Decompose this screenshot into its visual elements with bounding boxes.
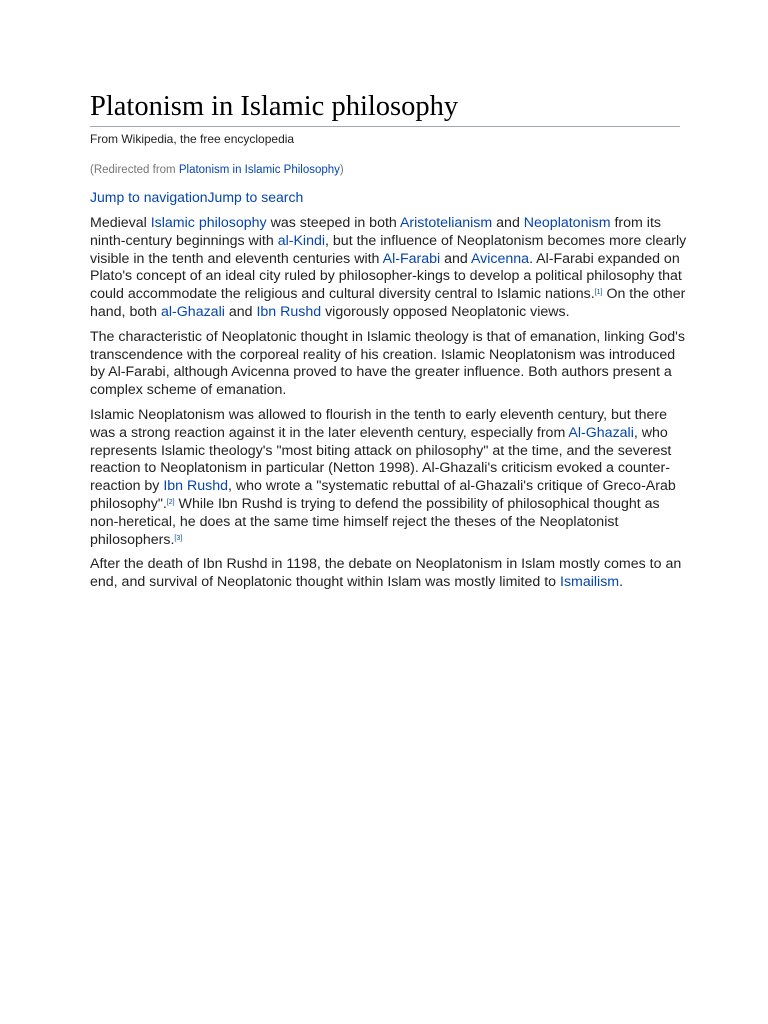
text: On the other hand, both bbox=[90, 286, 686, 320]
redirect-open: (Redirected from bbox=[90, 164, 179, 176]
paragraph-1 bbox=[90, 215, 690, 322]
link-islamic-philosophy[interactable]: Islamic philosophy bbox=[150, 215, 267, 231]
text: . Al-Farabi expanded on Plato's concept of an ideal city ruled by philosopher-kings to develop a political philosophy that could accommodate the religious and cultural diversity central to Islamic nations. bbox=[90, 250, 682, 303]
redirect-close: ) bbox=[339, 164, 344, 176]
link-neoplatonism[interactable]: Neoplatonism bbox=[523, 215, 611, 231]
article bbox=[90, 88, 687, 599]
link-al-kindi[interactable]: al-Kindi bbox=[277, 232, 326, 249]
reference-3 bbox=[174, 535, 182, 542]
link-ismailism[interactable]: Ismailism bbox=[560, 574, 620, 591]
reference-link-2[interactable]: [2] bbox=[166, 498, 175, 506]
text: and bbox=[440, 250, 471, 267]
text: Medieval bbox=[90, 215, 151, 231]
text: . bbox=[619, 574, 624, 591]
link-aristotelianism[interactable]: Aristotelianism bbox=[399, 215, 493, 231]
redirect-notice bbox=[90, 162, 680, 178]
reference-link-3[interactable]: [3] bbox=[174, 534, 183, 542]
text: , but the influence of Neoplatonism becomes more clearly visible in the tenth and eleventh centuries with bbox=[90, 232, 687, 267]
reference-1 bbox=[595, 289, 603, 296]
link-avicenna[interactable]: Avicenna bbox=[470, 250, 530, 267]
text: After the death of Ibn Rushd in 1198, the debate on Neoplatonism in Islam mostly comes to an end, and survival of Neoplatonic thought within Islam was mostly limited to bbox=[90, 556, 682, 591]
paragraph-2: The characteristic of Neoplatonic thought in Islamic theology is that of emanation, linking God's transcendence with the corporeal reality of his creation. Islamic Neoplatonism was introduced by Al-Farabi, although Avicenna proved to have the greater influence. Both authors present a complex scheme of emanation. bbox=[90, 328, 685, 399]
jump-to-navigation-link[interactable]: Jump to navigation bbox=[90, 189, 208, 205]
text: and bbox=[492, 215, 524, 231]
link-ibn-rushd[interactable]: Ibn Rushd bbox=[256, 303, 322, 320]
text: , who wrote a "systematic rebuttal of al-Ghazali's critique of Greco-Arab philosophy". bbox=[90, 478, 676, 512]
page-title: Platonism in Islamic philosophy bbox=[90, 88, 680, 127]
link-al-farabi[interactable]: Al-Farabi bbox=[382, 250, 441, 267]
reference-link-1[interactable]: [1] bbox=[594, 289, 603, 297]
link-ibn-rushd-2[interactable]: Ibn Rushd bbox=[163, 478, 229, 495]
jump-links bbox=[90, 188, 680, 206]
jump-to-search-link[interactable]: Jump to search bbox=[207, 189, 304, 205]
link-al-ghazali-2[interactable]: Al-Ghazali bbox=[568, 424, 634, 441]
link-al-ghazali[interactable]: al-Ghazali bbox=[161, 303, 225, 320]
site-tagline: From Wikipedia, the free encyclopedia bbox=[90, 132, 295, 146]
text: from its ninth-century beginnings with bbox=[90, 215, 661, 249]
text: was steeped in both bbox=[266, 215, 400, 231]
text: Islamic Neoplatonism was allowed to flourish in the tenth to early eleventh century, but there was a strong reaction against it in the later eleventh century, especially from bbox=[90, 406, 667, 441]
paragraph-4 bbox=[90, 556, 690, 592]
text: , who represents Islamic theology's "most biting attack on philosophy" at the time, and the severest reaction to Neoplatonism in particular (Netton 1998). Al-Ghazali's criticism evoked a counter-reaction by bbox=[90, 424, 672, 495]
redirect-source-link[interactable]: Platonism in Islamic Philosophy bbox=[178, 164, 340, 176]
paragraph-3 bbox=[90, 407, 690, 549]
reference-2 bbox=[167, 499, 175, 506]
text: and bbox=[224, 303, 257, 320]
text: vigorously opposed Neoplatonic views. bbox=[321, 303, 570, 320]
text: While Ibn Rushd is trying to defend the possibility of philosophical thought as non-heretical, he does at the same time himself reject the theses of the Neoplatonist philosophers. bbox=[90, 495, 660, 548]
